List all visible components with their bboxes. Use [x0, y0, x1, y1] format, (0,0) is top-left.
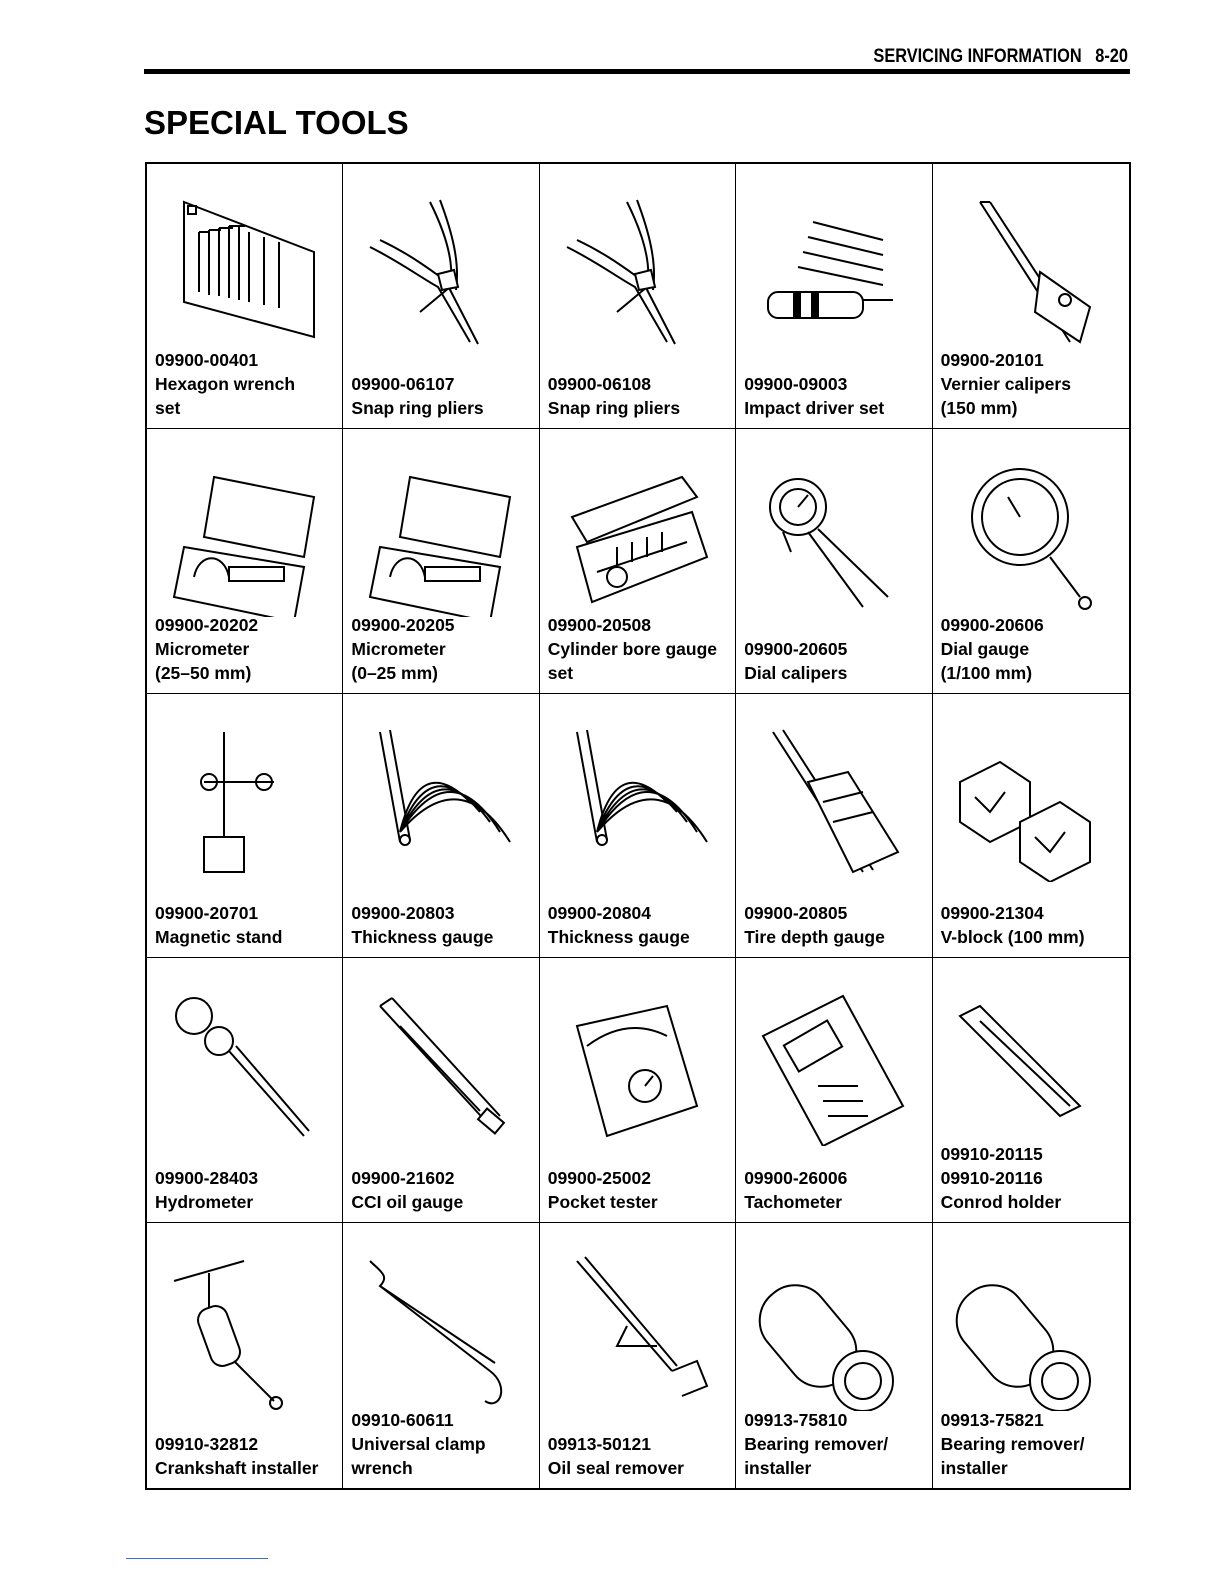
tool-label — [744, 372, 927, 420]
tool-cell — [933, 1223, 1129, 1488]
tool-name-line: installer — [940, 1457, 1008, 1478]
tool-cell — [736, 958, 932, 1223]
header-text — [873, 46, 1128, 68]
thickness-gauge-icon — [554, 722, 720, 882]
tool-part-number: 09910-60611 — [351, 1409, 454, 1430]
tool-name-line: Crankshaft installer — [155, 1457, 319, 1478]
tool-label — [155, 348, 338, 420]
header-rule — [144, 69, 1130, 74]
tool-label — [941, 1408, 1125, 1480]
tool-cell — [147, 164, 343, 429]
tool-name-line: Snap ring pliers — [351, 397, 484, 418]
tool-label — [548, 1432, 731, 1480]
tool-name-line: Dial gauge — [940, 638, 1030, 659]
tool-name-line: Bearing remover/ — [744, 1433, 889, 1454]
tool-part-number: 09900-20701 — [155, 903, 259, 924]
tool-name-line: Micrometer — [155, 638, 250, 659]
tool-part-number: 09910-32812 — [155, 1433, 259, 1454]
tool-name-line: Conrod holder — [940, 1192, 1062, 1213]
pocket-tester-icon — [554, 986, 720, 1146]
tool-name-line: V-block (100 mm) — [940, 927, 1085, 948]
tool-name-line: Impact driver set — [744, 397, 885, 418]
tool-name-line: wrench — [351, 1457, 413, 1478]
tool-part-number: 09913-50121 — [547, 1433, 651, 1454]
tool-name-line: set — [155, 397, 181, 418]
tool-part-number: 09900-06108 — [547, 373, 651, 394]
tool-cell — [343, 164, 539, 429]
tool-label — [351, 1166, 534, 1214]
tool-cell — [343, 694, 539, 959]
header-page-number: 8-20 — [1095, 46, 1128, 67]
tool-part-number: 09900-21304 — [940, 903, 1044, 924]
tool-cell — [736, 1223, 932, 1488]
tool-name-line: Hexagon wrench — [155, 373, 296, 394]
snap-ring-pliers-icon — [554, 192, 720, 352]
tool-part-number: 09900-06107 — [351, 373, 455, 394]
tool-name-line: Bearing remover/ — [940, 1433, 1085, 1454]
tool-cell — [933, 164, 1129, 429]
tool-cell — [540, 164, 736, 429]
tool-name-line: Universal clamp — [351, 1433, 486, 1454]
tool-label — [351, 613, 534, 685]
tool-cell — [147, 429, 343, 694]
tool-part-number: 09900-26006 — [744, 1168, 848, 1189]
tool-part-number: 09900-20205 — [351, 614, 455, 635]
tool-name-line: (150 mm) — [940, 397, 1018, 418]
tool-label — [155, 613, 338, 685]
dial-gauge-icon — [947, 457, 1113, 617]
tool-label — [941, 901, 1125, 949]
tool-name-line: Thickness gauge — [547, 927, 690, 948]
tool-part-number: 09900-20805 — [744, 903, 848, 924]
tool-cell — [147, 694, 343, 959]
bearing-remover-icon — [750, 1251, 916, 1411]
tool-part-number: 09900-21602 — [351, 1168, 455, 1189]
tool-part-number: 09900-25002 — [547, 1168, 651, 1189]
tool-label — [351, 901, 534, 949]
tool-name-line: (25–50 mm) — [155, 662, 252, 683]
tool-label — [351, 1408, 534, 1480]
tool-cell — [540, 1223, 736, 1488]
tool-label — [548, 901, 731, 949]
tool-label — [744, 1166, 927, 1214]
tool-label — [155, 901, 338, 949]
tool-label — [744, 1408, 927, 1480]
cylinder-bore-gauge-icon — [554, 457, 720, 617]
micrometer-icon — [161, 457, 327, 617]
tool-name-line: Pocket tester — [547, 1192, 658, 1213]
tire-depth-gauge-icon — [750, 722, 916, 882]
tool-part-number: 09910-20115 — [940, 1144, 1043, 1165]
tool-cell — [736, 429, 932, 694]
tool-name-line: Tire depth gauge — [744, 927, 885, 948]
dial-calipers-icon — [750, 457, 916, 617]
tool-name-line: Cylinder bore gauge — [547, 638, 717, 659]
tool-part-number: 09900-20804 — [547, 903, 651, 924]
vernier-calipers-icon — [947, 192, 1113, 352]
tool-part-number: 09900-20605 — [744, 638, 848, 659]
tool-cell — [933, 694, 1129, 959]
tool-label — [155, 1166, 338, 1214]
tool-name-line: Hydrometer — [155, 1192, 254, 1213]
tool-part-number: 09900-09003 — [744, 373, 848, 394]
thickness-gauge-icon — [357, 722, 523, 882]
tool-label — [941, 1142, 1125, 1214]
tool-label — [744, 637, 927, 685]
header-section: SERVICING INFORMATION — [873, 46, 1082, 67]
tool-name-line: Magnetic stand — [155, 927, 283, 948]
tool-label — [351, 372, 534, 420]
tool-name-line: Thickness gauge — [351, 927, 494, 948]
tool-name-line: (1/100 mm) — [940, 662, 1033, 683]
tool-part-number: 09900-00401 — [155, 349, 259, 370]
conrod-holder-icon — [947, 986, 1113, 1146]
tool-label — [548, 372, 731, 420]
magnetic-stand-icon — [161, 722, 327, 882]
hydrometer-icon — [161, 986, 327, 1146]
tool-label — [548, 1166, 731, 1214]
tool-cell — [147, 1223, 343, 1488]
footer-line — [126, 1558, 268, 1559]
impact-driver-set-icon — [750, 192, 916, 352]
tool-label — [941, 348, 1125, 420]
tool-cell — [736, 164, 932, 429]
tool-cell — [343, 429, 539, 694]
tool-part-number: 09900-20606 — [940, 614, 1044, 635]
tool-part-number: 09900-20202 — [155, 614, 259, 635]
tool-cell — [540, 429, 736, 694]
tool-name-line: Snap ring pliers — [547, 397, 681, 418]
tool-name-line: installer — [744, 1457, 812, 1478]
tool-label — [941, 613, 1125, 685]
tools-table — [145, 162, 1131, 1490]
tool-cell — [933, 429, 1129, 694]
tool-part-number: 09900-20101 — [940, 349, 1044, 370]
tool-name-line: 09910-20116 — [940, 1168, 1043, 1189]
tool-cell — [933, 958, 1129, 1223]
tool-part-number: 09913-75821 — [940, 1409, 1044, 1430]
tool-name-line: CCI oil gauge — [351, 1192, 464, 1213]
tool-label — [548, 613, 731, 685]
tool-cell — [736, 694, 932, 959]
tool-name-line: (0–25 mm) — [351, 662, 438, 683]
bearing-remover-icon — [947, 1251, 1113, 1411]
tool-label — [744, 901, 927, 949]
v-block-icon — [947, 722, 1113, 882]
hexagon-wrench-set-icon — [161, 192, 327, 352]
micrometer-icon — [357, 457, 523, 617]
tool-part-number: 09900-20508 — [547, 614, 651, 635]
page-title: SPECIAL TOOLS — [144, 104, 409, 141]
tool-cell — [540, 958, 736, 1223]
tool-name-line: Tachometer — [744, 1192, 843, 1213]
crankshaft-installer-icon — [161, 1251, 327, 1411]
tool-name-line: Micrometer — [351, 638, 446, 659]
tool-name-line: set — [547, 662, 574, 683]
tool-part-number: 09900-28403 — [155, 1168, 259, 1189]
clamp-wrench-icon — [357, 1251, 523, 1411]
tool-cell — [343, 1223, 539, 1488]
tool-name-line: Oil seal remover — [547, 1457, 684, 1478]
snap-ring-pliers-icon — [357, 192, 523, 352]
tool-cell — [540, 694, 736, 959]
page-header — [144, 44, 1130, 74]
tool-cell — [343, 958, 539, 1223]
tool-part-number: 09900-20803 — [351, 903, 455, 924]
tool-label — [155, 1432, 338, 1480]
tool-name-line: Dial calipers — [744, 662, 848, 683]
oil-seal-remover-icon — [554, 1251, 720, 1411]
tool-cell — [147, 958, 343, 1223]
oil-gauge-icon — [357, 986, 523, 1146]
tool-name-line: Vernier calipers — [940, 373, 1071, 394]
tool-part-number: 09913-75810 — [744, 1409, 848, 1430]
tachometer-icon — [750, 986, 916, 1146]
